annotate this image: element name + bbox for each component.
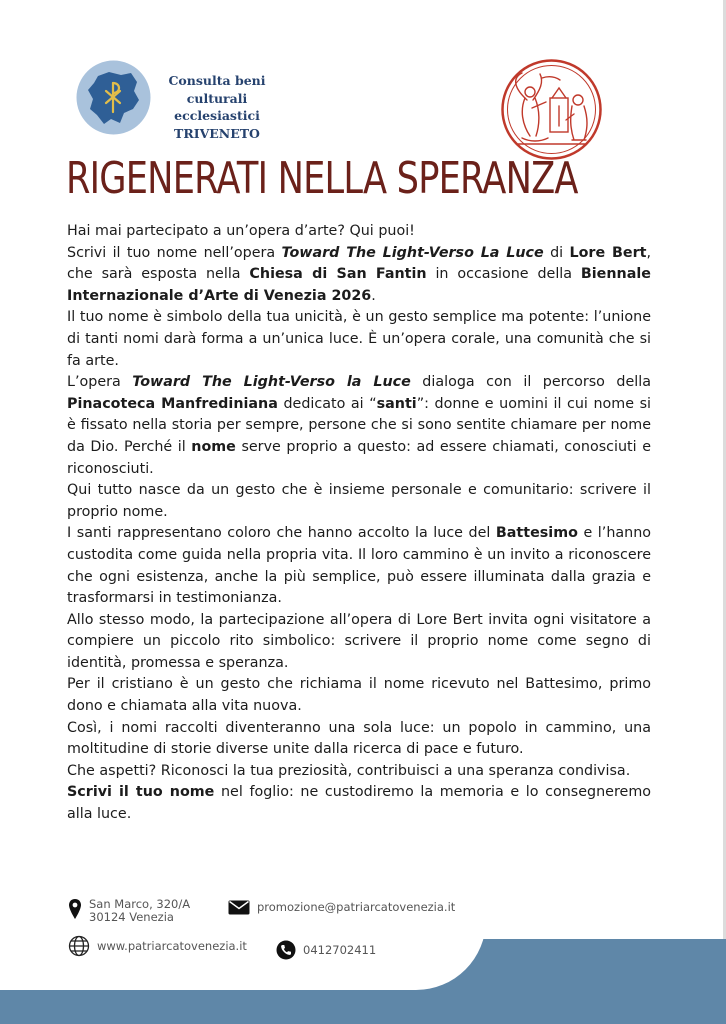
footer-email[interactable]	[228, 900, 455, 915]
bold-text: santi	[376, 395, 417, 412]
footer-phone[interactable]	[276, 940, 376, 960]
text-run: L’opera	[67, 374, 133, 391]
text-run: Allo stesso modo, la partecipazione all’opera di Lore Bert invita ogni visitatore a compiere un piccolo rito simbolico: scrivere il proprio nome come segno di identità, promessa e speranza.	[67, 611, 651, 671]
body-text	[67, 221, 651, 826]
emphasis-text: Toward The Light-Verso La Luce	[281, 244, 544, 261]
body-paragraph	[67, 480, 651, 523]
address-line-1: San Marco, 320/A	[89, 897, 191, 911]
body-paragraph	[67, 718, 651, 761]
text-run: Hai mai partecipato a un’opera d’arte? Qui puoi!	[67, 223, 415, 239]
bold-text: Biennale Internazionale d’Arte di Venezia 2026	[67, 266, 651, 304]
body-paragraph	[67, 221, 651, 243]
globe-icon	[68, 935, 90, 957]
text-run: serve proprio a questo: ad essere chiamati, conosciuti e riconosciuti.	[67, 438, 652, 477]
body-paragraph	[67, 307, 651, 372]
text-run: dedicato ai “	[277, 395, 377, 412]
org-line-1: Consulta beni	[168, 73, 266, 88]
footer-address	[68, 898, 190, 924]
org-line-3: TRIVENETO	[174, 125, 260, 141]
page-title: RIGENERATI NELLA SPERANZA	[66, 153, 578, 204]
body-paragraph	[67, 674, 651, 717]
bold-text: Battesimo	[495, 525, 578, 542]
envelope-icon	[228, 900, 250, 915]
body-paragraph	[67, 243, 651, 308]
body-paragraph	[67, 372, 651, 480]
address-line-2: 30124 Venezia	[89, 910, 174, 924]
text-run: I santi rappresentano coloro che hanno accolto la luce del	[67, 525, 496, 542]
text-run: Scrivi il tuo nome nell’opera	[67, 244, 282, 261]
bold-text: Chiesa di San Fantin	[249, 266, 427, 283]
text-run: e l’hanno custodita come guida nella propria vita. Il loro cammino è un invito a riconoscere che ogni esistenza, anche la più semplice, può essere illuminata dalla grazia e trasformarsi in testimonianza.	[67, 525, 652, 607]
text-run: dialoga con il percorso della	[410, 374, 651, 391]
location-pin-icon	[68, 898, 82, 920]
email-link[interactable]: promozione@patriarcatovenezia.it	[257, 900, 456, 914]
bold-text: Pinacoteca Manfrediniana	[67, 395, 278, 412]
body-paragraph	[67, 610, 651, 675]
consulta-logo-icon	[76, 60, 151, 135]
body-paragraph	[67, 782, 651, 825]
text-run: ”: donne e uomini il cui nome si è fissato nella storia per sempre, persone che si sono sentite chiamare per nome da Dio. Perché il	[67, 395, 651, 455]
phone-icon	[276, 940, 296, 960]
annunciation-emblem-icon	[500, 58, 603, 161]
bold-text	[132, 374, 411, 390]
text-run: Così, i nomi raccolti diventeranno una sola luce: un popolo in cammino, una moltitudine di storie diverse unite dalla ricerca di pace e futuro.	[67, 719, 651, 758]
text-run: .	[371, 287, 376, 304]
text-run: Il tuo nome è simbolo della tua unicità, è un gesto semplice ma potente: l’unione di tanti nomi darà forma a un’unica luce. È un’opera corale, una comunità che si fa arte.	[67, 309, 651, 369]
org-name	[152, 72, 282, 142]
bold-text	[282, 245, 544, 261]
emphasis-text: Toward The Light-Verso la Luce	[132, 374, 411, 391]
body-paragraph	[67, 761, 651, 783]
text-run: , che sarà esposta nella	[67, 244, 652, 283]
bold-text: Scrivi il tuo nome	[67, 784, 215, 801]
website-link[interactable]: www.patriarcatovenezia.it	[97, 938, 247, 953]
text-run: nel foglio: ne custodiremo la memoria e lo consegneremo alla luce.	[67, 784, 651, 823]
text-run: di	[543, 244, 570, 261]
phone-number[interactable]: 0412702411	[303, 942, 377, 957]
body-paragraph	[67, 523, 651, 609]
text-run: Qui tutto nasce da un gesto che è insieme personale e comunitario: scrivere il proprio nome.	[67, 482, 651, 520]
text-run: Che aspetti? Riconosci la tua preziosità, contribuisci a una speranza condivisa.	[67, 762, 631, 779]
org-line-2: culturali ecclesiastici	[174, 90, 260, 123]
bold-text: Lore Bert	[569, 244, 647, 261]
bold-text: nome	[191, 438, 236, 455]
text-run: Per il cristiano è un gesto che richiama il nome ricevuto nel Battesimo, primo dono e chiamata alla vita nuova.	[67, 676, 651, 715]
text-run: in occasione della	[426, 266, 581, 283]
footer-website[interactable]	[68, 935, 247, 957]
